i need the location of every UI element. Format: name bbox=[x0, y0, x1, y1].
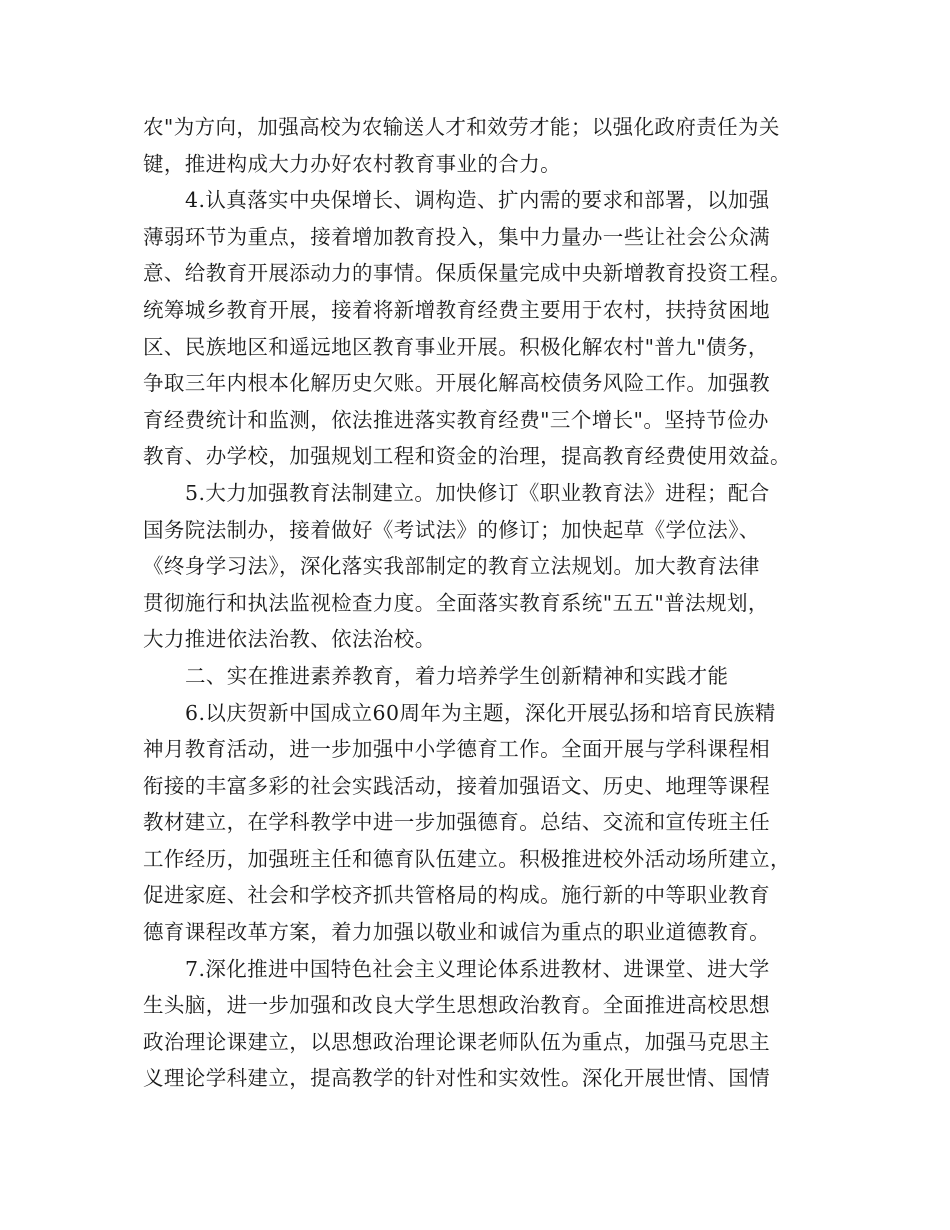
text-line: 工作经历，加强班主任和德育队伍建立。积极推进校外活动场所建立， bbox=[143, 846, 791, 871]
text-line: 衔接的丰富多彩的社会实践活动，接着加强语文、历史、地理等课程 bbox=[143, 773, 770, 798]
text-line: 5.大力加强教育法制建立。加快修订《职业教育法》进程；配合 bbox=[185, 480, 770, 505]
text-line: 意、给教育开展添动力的事情。保质保量完成中央新增教育投资工程。 bbox=[143, 261, 791, 286]
text-line: 教材建立，在学科教学中进一步加强德育。总结、交流和宣传班主任 bbox=[143, 810, 770, 835]
text-line: 促进家庭、社会和学校齐抓共管格局的构成。施行新的中等职业教育 bbox=[143, 883, 770, 908]
text-line: 4.认真落实中央保增长、调构造、扩内需的要求和部署，以加强 bbox=[185, 188, 770, 213]
text-line: 争取三年内根本化解历史欠账。开展化解高校债务风险工作。加强教 bbox=[143, 371, 770, 396]
text-line: 农"为方向，加强高校为农输送人才和效劳才能；以强化政府责任为关 bbox=[143, 115, 780, 139]
text-line: 生头脑，进一步加强和改良大学生思想政治教育。全面推进高校思想 bbox=[143, 993, 770, 1018]
text-line: 《终身学习法》，深化落实我部制定的教育立法规划。加大教育法律 bbox=[143, 554, 760, 579]
text-line: 贯彻施行和执法监视检查力度。全面落实教育系统"五五"普法规划， bbox=[143, 590, 769, 615]
text-line: 政治理论课建立，以思想政治理论课老师队伍为重点，加强马克思主 bbox=[143, 1029, 770, 1054]
text-line: 国务院法制办，接着做好《考试法》的修订；加快起草《学位法》、 bbox=[143, 517, 760, 542]
text-line: 育经费统计和监测，依法推进落实教育经费"三个增长"。坚持节俭办 bbox=[143, 407, 769, 432]
text-line: 区、民族地区和遥远地区教育事业开展。积极化解农村"普九"债务， bbox=[143, 334, 769, 359]
text-line: 义理论学科建立，提高教学的针对性和实效性。深化开展世情、国情 bbox=[143, 1066, 770, 1091]
text-line: 神月教育活动，进一步加强中小学德育工作。全面开展与学科课程相 bbox=[143, 737, 770, 762]
text-line: 德育课程改革方案，着力加强以敬业和诚信为重点的职业道德教育。 bbox=[143, 920, 770, 945]
text-line: 二、实在推进素养教育，着力培养学生创新精神和实践才能 bbox=[185, 663, 729, 688]
text-line: 大力推进依法治教、依法治校。 bbox=[143, 627, 436, 652]
text-line: 教育、办学校，加强规划工程和资金的治理，提高教育经费使用效益。 bbox=[143, 444, 791, 469]
text-line: 统筹城乡教育开展，接着将新增教育经费主要用于农村，扶持贫困地 bbox=[143, 297, 770, 322]
document-body bbox=[143, 109, 815, 1097]
text-line: 6.以庆贺新中国成立60周年为主题，深化开展弘扬和培育民族精 bbox=[185, 700, 776, 725]
text-line: 7.深化推进中国特色社会主义理论体系进教材、进课堂、进大学 bbox=[185, 956, 770, 981]
text-line: 键，推进构成大力办好农村教育事业的合力。 bbox=[143, 151, 561, 176]
text-line: 薄弱环节为重点，接着增加教育投入，集中力量办一些让社会公众满 bbox=[143, 224, 770, 249]
